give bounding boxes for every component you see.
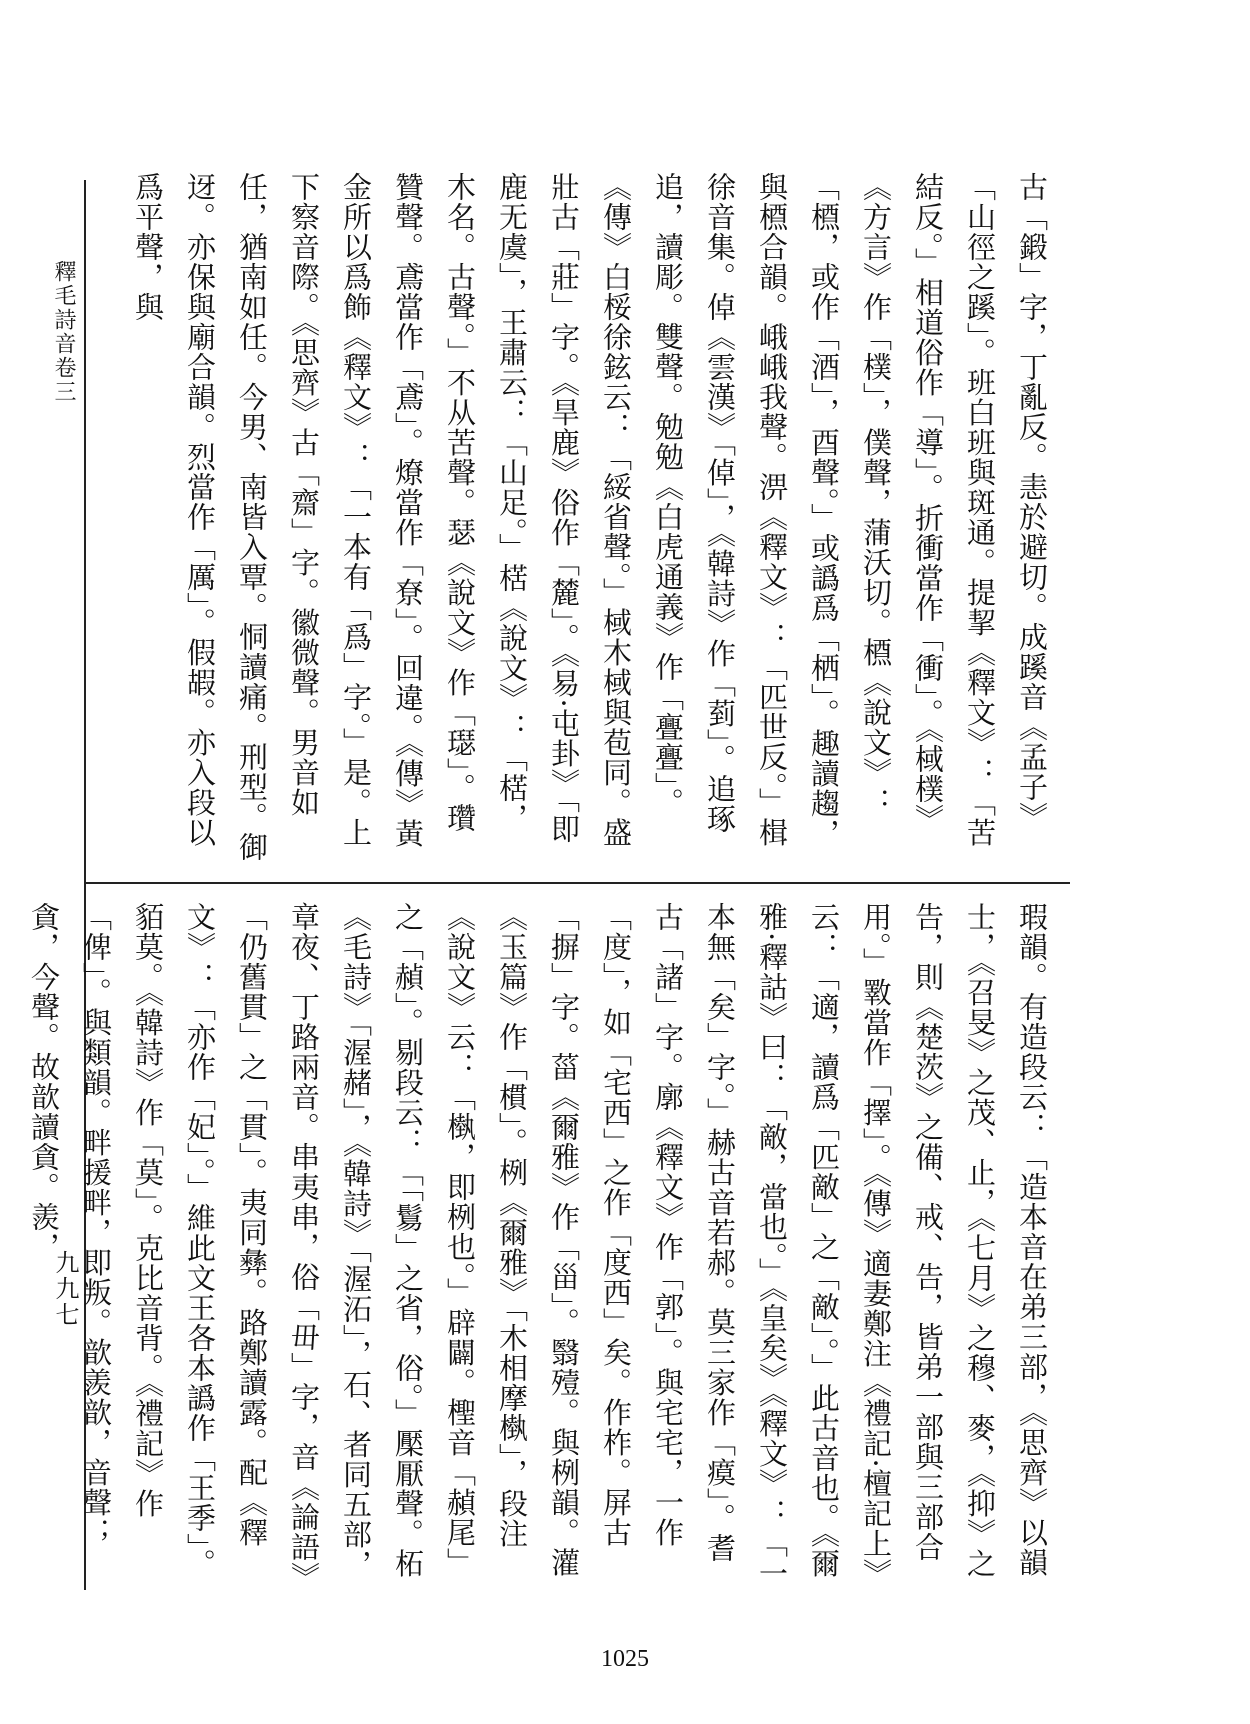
running-title: 釋毛詩音卷三: [51, 260, 76, 404]
text-block-bottom: 瑕韻。有造段云：「造本音在弟三部，《思齊》以韻士，《召旻》之茂、止，《七月》之穆、麥，《抑》之告，則《楚茨》之備、戒、告，皆弟一部與三部合用。」斁當作「擇」。《傳》適妻鄭注《禮記·檀記上》云：「適，讀爲「匹敵」之「敵」。」此古音也。《爾雅·釋詁》曰：「敵，當也。」《皇矣》《釋文》：「一本無「矣」字。」赫古音若郝。莫三家作「瘼」。耆古「諸」字。廓《釋文》作「郭」。與宅宅，一作「度」，如「宅西」之作「度西」矣。作柞。屏古「摒」字。菑《爾雅》作「甾」。翳殪。與栵韻。灌《玉篇》作「樌」。栵《爾雅》「木相摩槸」，段注《說文》云：「槸，即栵也。」辟闢。檉音「赬尾」之「赬」。剔段云：「「鬄」之省，俗。」檿厭聲。柘《毛詩》「渥赭」，《韓詩》「渥沰」，石、者同五部，章夜、丁路兩音。串夷串，俗「毌」字，音《論語》「仍舊貫」之「貫」。夷同彝。路鄭讀露。配《釋文》：「亦作「妃」。」維此文王各本譌作「王季」。貊莫。《韓詩》作「莫」。克比音背。《禮記》作「俾」。與類韻。畔援畔，即叛。歆羨歆，音聲；貪，今聲。故歆讀貪。羨，: [27, 902, 1049, 1592]
text-block-top: 古「鍛」字，丁亂反。恚於避切。成蹊音《孟子》「山徑之蹊」。班白班與斑通。提挈《釋文》：「苦結反。」相道俗作「導」。折衝當作「衝」。《棫樸》《方言》作「樸」，僕聲，蒲沃切。槱《說文》：「槱，或作「酒」，酉聲。」或譌爲「栖」。趣讀趨，與槱合韻。峨峨我聲。淠《釋文》：「匹世反。」楫徐音集。倬《雲漢》「倬」，《韓詩》作「菿」。追琢追，讀彫。雙聲。勉勉《白虎通義》作「亹亹」。《傳》白桵徐鉉云：「綏省聲。」棫木棫與苞同。盛壯古「莊」字。《旱鹿》俗作「麓」。《易·屯卦》「即鹿无虞」，王肅云：「山足。」楛《說文》：「楛，木名。古聲。」不从苦聲。瑟《說文》作「璱」。瓚贊聲。鳶當作「鳶」。燎當作「尞」。回違。《傳》黃金所以爲飾《釋文》：「一本有「爲」字。」是。上下察音際。《思齊》古「齋」字。徽微聲。男音如任，猶南如任。今男、南皆入覃。恫讀痛。刑型。御迓。亦保與廟合韻。烈當作「厲」。假嘏。亦入段以爲平聲，與: [131, 172, 1049, 862]
section-divider: [84, 882, 1070, 884]
page-number: 1025: [601, 1646, 649, 1672]
folio-number: 九九七: [51, 1250, 79, 1328]
